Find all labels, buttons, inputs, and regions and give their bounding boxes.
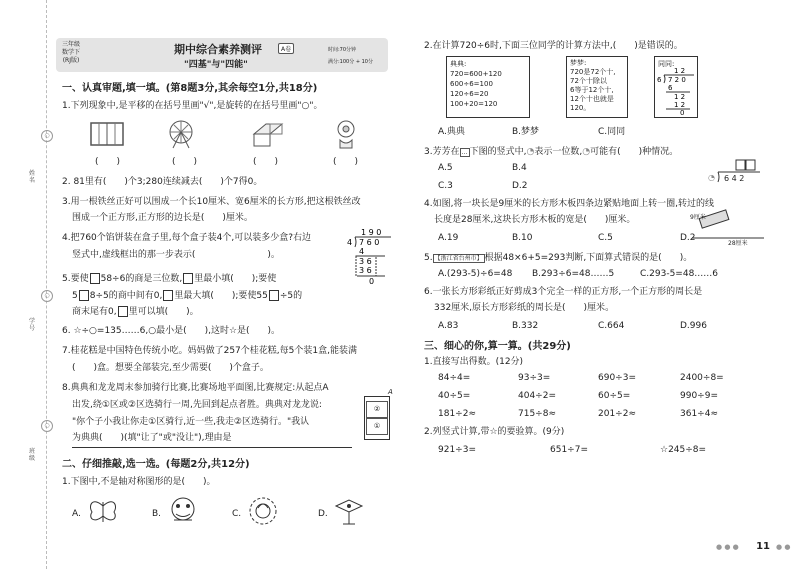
calc-item[interactable]: 181÷2≈ bbox=[438, 409, 476, 419]
q2-4-option-d[interactable]: D.2 bbox=[680, 233, 696, 243]
subject-label: 数学 bbox=[61, 49, 74, 56]
option-a[interactable]: A. bbox=[72, 509, 81, 519]
tongtong-division bbox=[656, 66, 696, 116]
q1-answer-2[interactable]: ( ) bbox=[172, 157, 198, 167]
egg-icon: ◔ bbox=[526, 147, 535, 157]
blank-box[interactable] bbox=[118, 306, 128, 317]
calc-item[interactable]: 84÷4= bbox=[438, 373, 471, 383]
binding-hole: ○ bbox=[41, 130, 53, 142]
svg-text:◔: ◔ bbox=[708, 173, 715, 182]
ferris-wheel-picture bbox=[165, 118, 197, 150]
q2-3-option-d[interactable]: D.2 bbox=[512, 181, 528, 191]
tongtong-method-box: 同同: bbox=[654, 56, 698, 118]
q1-7-text-a: 7.桂花糕是中国特色传统小吃。妈妈做了257个桂花糕,每5个装1盒,能装满 bbox=[62, 346, 357, 356]
q2-5-option-a[interactable]: A.(293-5)÷6=48 bbox=[438, 269, 513, 279]
windmill-toy-picture bbox=[332, 118, 360, 150]
q1-8-text-d: 为典典( )(填"让了"或"没让"),理由是 bbox=[72, 433, 232, 443]
svg-text:1 2: 1 2 bbox=[674, 67, 686, 75]
window-picture bbox=[88, 120, 126, 148]
q2-2-option-a[interactable]: A.典典 bbox=[438, 127, 465, 137]
exam-header bbox=[56, 38, 388, 72]
q2-3-text: 3.芳芳在 … 下图的竖式中,◔表示一位数,◔可能有( )种情况。 bbox=[424, 147, 679, 157]
edition-label: (RJ版) bbox=[62, 57, 80, 64]
race-track-diagram bbox=[364, 396, 390, 440]
svg-text:0: 0 bbox=[369, 277, 375, 286]
q2-4-text-b: 长度是28厘米,这块长方形木板的宽是( )厘米。 bbox=[434, 215, 636, 225]
elevator-picture bbox=[250, 120, 286, 148]
q1-1-text: 1.下列现象中,是平移的在括号里画"√",是旋转的在括号里画"○"。 bbox=[62, 101, 323, 111]
long-division-760 bbox=[345, 226, 393, 294]
q2-3-option-c[interactable]: C.3 bbox=[438, 181, 453, 191]
blank-box[interactable] bbox=[79, 290, 89, 301]
q2-5-option-b[interactable]: B.293÷6=48……5 bbox=[532, 269, 615, 279]
kite-picture bbox=[332, 494, 366, 528]
student-id-label: 学号 bbox=[28, 318, 35, 332]
lion-dance-picture bbox=[166, 494, 200, 528]
q1-5-line-2: 5 8÷5的商中间有0, 里最大填( );要使55 ÷5的 bbox=[72, 291, 303, 301]
q1-7-text-b: ( )盒。想要全部装完,至少需要( )个盒子。 bbox=[72, 363, 269, 373]
q2-5-option-c[interactable]: C.293-5=48……6 bbox=[640, 269, 719, 279]
blank-box[interactable] bbox=[269, 290, 279, 301]
volume-label: 下 bbox=[74, 49, 81, 56]
binding-hole: ○ bbox=[41, 290, 53, 302]
svg-text:0: 0 bbox=[680, 109, 685, 116]
binding-hole: ○ bbox=[41, 420, 53, 432]
calc-item[interactable]: 93÷3= bbox=[518, 373, 551, 383]
q2-6-text-b: 332厘米,原长方形彩纸的周长是( )厘米。 bbox=[434, 303, 615, 313]
butterfly-picture bbox=[86, 494, 120, 528]
exam-time: 时间:70分钟 bbox=[328, 47, 357, 53]
diandian-method-box: 典典: 720=600+120 600÷6=100 120÷6=20 100+20=120 bbox=[446, 56, 530, 118]
dividend-642: 6 4 2 bbox=[724, 174, 745, 183]
page-number: 11 bbox=[756, 541, 770, 552]
section-2-title: 二、仔细推敲,选一选。(每题2分,共12分) bbox=[62, 459, 250, 470]
calc-item[interactable]: 990÷9= bbox=[680, 391, 718, 401]
q2-3-option-a[interactable]: A.5 bbox=[438, 163, 453, 173]
exam-title: 期中综合素养测评 bbox=[174, 43, 262, 56]
calc-item[interactable]: 40÷5= bbox=[438, 391, 471, 401]
q2-4-text-a: 4.如图,将一块长是9厘米的长方形木板四条边紧贴地面上转一圈,转过的线 bbox=[424, 199, 715, 209]
start-point-a: A bbox=[388, 388, 393, 396]
q1-4-text-a: 4.把760个馅饼装在盒子里,每个盒子装4个,可以装多少盒?右边 bbox=[62, 233, 311, 243]
page-stars-left: ● ● ● bbox=[716, 543, 739, 551]
q1-8-text-c: "你个子小我让你走①区骑行,近一些,我走②区选骑行。"我认 bbox=[72, 417, 310, 427]
q2-1-text: 1.下图中,不是轴对称图形的是( )。 bbox=[62, 477, 216, 487]
egg-icon: ◔ bbox=[582, 147, 591, 157]
textbook-tag-icon: … bbox=[461, 149, 468, 156]
calc-1-title: 1.直接写出得数。(12分) bbox=[424, 357, 524, 367]
exam-subtitle: "四基"与"四能" bbox=[184, 60, 248, 70]
q1-8-answer-line[interactable] bbox=[72, 447, 352, 448]
svg-text:4: 4 bbox=[359, 247, 365, 256]
q2-4-option-b[interactable]: B.10 bbox=[512, 233, 533, 243]
q2-6-option-b[interactable]: B.332 bbox=[512, 321, 539, 331]
exam-score: 满分:100分 + 10分 bbox=[328, 59, 373, 65]
section-1-title: 一、认真审题,填一填。(第8题3分,其余每空1分,共18分) bbox=[62, 83, 318, 94]
q2-2-option-b[interactable]: B.梦梦 bbox=[512, 127, 540, 137]
q1-answer-3[interactable]: ( ) bbox=[253, 157, 279, 167]
option-d[interactable]: D. bbox=[318, 509, 328, 519]
name-label: 姓名 bbox=[28, 170, 35, 184]
q1-5-line-1: 5.要使 58÷6的商是三位数, 里最小填( );要使 bbox=[62, 274, 277, 284]
svg-text:3 6: 3 6 bbox=[359, 266, 372, 275]
calc-item[interactable]: 690÷3= bbox=[598, 373, 636, 383]
q2-2-option-c[interactable]: C.同同 bbox=[598, 127, 626, 137]
vertical-calc-item[interactable]: 651÷7= bbox=[550, 445, 588, 455]
exam-badge: A卷 bbox=[278, 43, 294, 54]
q2-6-text-a: 6.一张长方形彩纸正好剪成3个完全一样的正方形,一个正方形的周长是 bbox=[424, 287, 703, 297]
svg-text:1 9 0: 1 9 0 bbox=[361, 228, 382, 237]
calc-item[interactable]: 60÷5= bbox=[598, 391, 631, 401]
q1-answer-1[interactable]: ( ) bbox=[95, 157, 121, 167]
class-label: 班级 bbox=[28, 448, 35, 462]
paper-cut-picture bbox=[246, 494, 280, 528]
blank-box[interactable] bbox=[183, 273, 193, 284]
grade-label: 三年级 bbox=[61, 41, 80, 48]
q1-6-text: 6. ☆÷○=135……6,○最小是( ),这时☆是( )。 bbox=[62, 326, 281, 336]
mengmeng-method-box: 梦梦: 720是72个十, 72个十除以 6等于12个十, 12个十也就是 120。 bbox=[566, 56, 628, 118]
svg-text:1 2: 1 2 bbox=[674, 93, 686, 101]
q2-4-option-c[interactable]: C.5 bbox=[598, 233, 613, 243]
zone-2: ② bbox=[366, 401, 388, 418]
calc-2-title: 2.列竖式计算,带☆的要验算。(9分) bbox=[424, 427, 565, 437]
blank-box[interactable] bbox=[90, 273, 100, 284]
q1-3-text-a: 3.用一根铁丝正好可以围成一个长10厘米、宽6厘米的长方形,把这根铁丝改 bbox=[62, 197, 361, 207]
q1-4-text-b: 竖式中,虚线框出的那一步表示( )。 bbox=[72, 250, 280, 260]
grade-subject bbox=[60, 41, 82, 65]
svg-text:3 6: 3 6 bbox=[359, 257, 372, 266]
vertical-calc-item[interactable]: 921÷3= bbox=[438, 445, 476, 455]
svg-text:6: 6 bbox=[668, 84, 673, 92]
q1-answer-4[interactable]: ( ) bbox=[333, 157, 359, 167]
q1-5-line-3: 商末尾有0, 里可以填( )。 bbox=[72, 307, 199, 317]
vertical-calc-item[interactable]: ☆245÷8= bbox=[660, 445, 707, 455]
section-3-title: 三、细心的你,算一算。(共29分) bbox=[424, 341, 571, 352]
q2-5-text: 5. 【浙江省台州市】 根据48×6+5=293判断,下面算式错误的是( )。 bbox=[424, 253, 693, 263]
calc-item[interactable]: 404÷2= bbox=[518, 391, 556, 401]
q2-2-text: 2.在计算720÷6时,下面三位同学的计算方法中,( )是错误的。 bbox=[424, 41, 683, 51]
q2-3-option-b[interactable]: B.4 bbox=[512, 163, 527, 173]
svg-text:4: 4 bbox=[347, 238, 353, 247]
calc-item[interactable]: 201÷2≈ bbox=[598, 409, 636, 419]
svg-text:1 2: 1 2 bbox=[674, 101, 686, 109]
rolled-distance-label: 28厘米 bbox=[728, 240, 748, 247]
option-b[interactable]: B. bbox=[152, 509, 162, 519]
calc-item[interactable]: 2400÷8= bbox=[680, 373, 724, 383]
calc-item[interactable]: 361÷4≈ bbox=[680, 409, 718, 419]
q1-8-text-b: 出发,绕①区或②区选骑行一周,先回到起点者胜。典典对龙龙说: bbox=[72, 400, 322, 410]
page-stars-right: ● ● bbox=[776, 543, 791, 551]
svg-text:6: 6 bbox=[657, 76, 662, 84]
zone-1: ① bbox=[366, 418, 388, 435]
blank-box[interactable] bbox=[163, 290, 173, 301]
board-length-label: 9厘米 bbox=[690, 214, 706, 221]
q1-3-text-b: 围成一个正方形,正方形的边长是( )厘米。 bbox=[72, 213, 253, 223]
svg-text:7 6 0: 7 6 0 bbox=[359, 238, 380, 247]
q2-6-option-a[interactable]: A.83 bbox=[438, 321, 459, 331]
calc-item[interactable]: 715÷8≈ bbox=[518, 409, 556, 419]
q2-6-option-c[interactable]: C.664 bbox=[598, 321, 625, 331]
option-c[interactable]: C. bbox=[232, 509, 242, 519]
q1-2-text: 2. 81里有( )个3;280连续减去( )个7得0。 bbox=[62, 177, 263, 187]
q1-8-text-a: 8.典典和龙龙周末参加骑行比赛,比赛场地平面图,比赛规定:从起点A bbox=[62, 383, 329, 393]
q2-6-option-d[interactable]: D.996 bbox=[680, 321, 707, 331]
binding-strip bbox=[0, 0, 50, 569]
svg-text:7 2 0: 7 2 0 bbox=[668, 76, 686, 84]
q2-4-option-a[interactable]: A.19 bbox=[438, 233, 459, 243]
region-tag: 【浙江省台州市】 bbox=[434, 255, 483, 262]
